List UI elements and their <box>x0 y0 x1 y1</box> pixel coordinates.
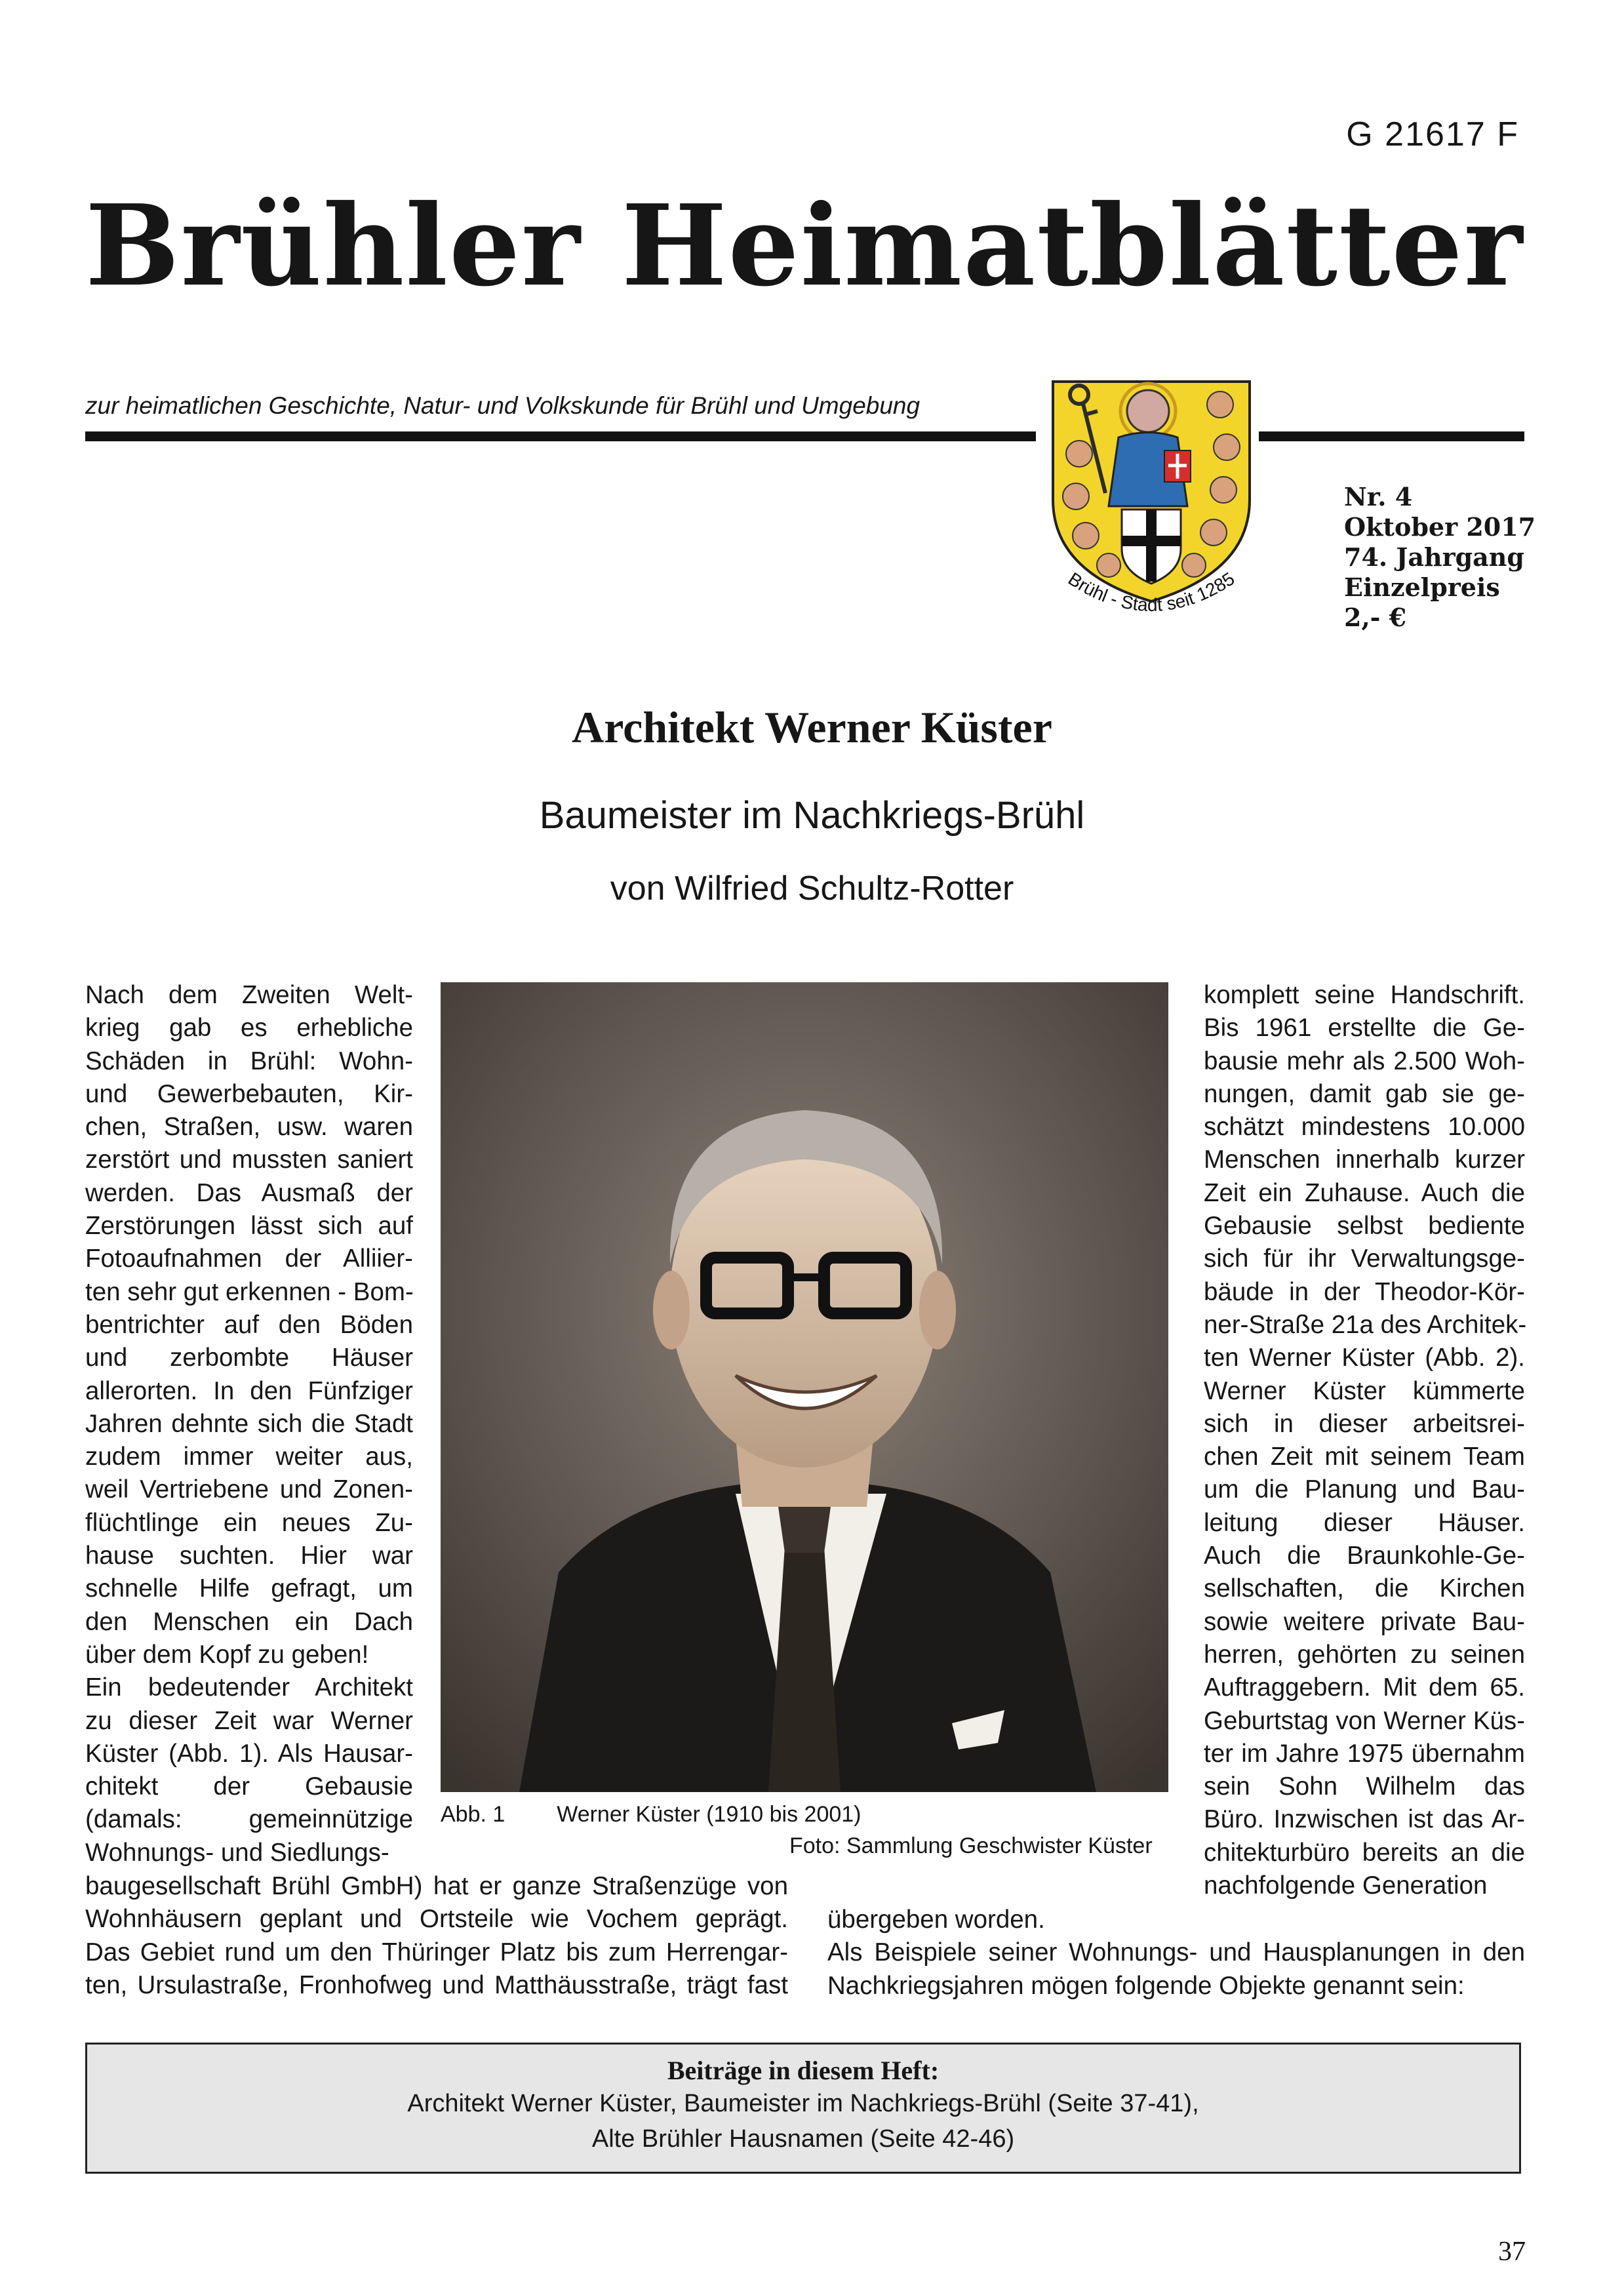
issue-price: 2,- € <box>1344 603 1407 632</box>
print-code: G 21617 F <box>1346 115 1519 153</box>
issue-date: Oktober 2017 <box>1344 512 1536 542</box>
figure-caption <box>441 1802 862 1827</box>
issue-volume: 74. Jahrgang <box>1344 542 1524 572</box>
text-line: zudem immer weiter aus, <box>85 1443 413 1471</box>
text-line: leitung dieser Häuser. <box>1204 1508 1525 1537</box>
text-line: Jahren dehnte sich die Stadt <box>85 1409 413 1438</box>
text-line: krieg gab es erhebliche <box>85 1014 413 1043</box>
figure-caption-text: Werner Küster (1910 bis 2001) <box>557 1802 862 1827</box>
text-line: ten sehr gut erkennen - Bom- <box>85 1277 414 1306</box>
text-line: Büro. Inzwischen ist das Ar- <box>1204 1805 1525 1834</box>
text-line: sellschaften, die Kirchen <box>1204 1574 1525 1603</box>
text-line: hause suchten. Hier war <box>85 1542 413 1570</box>
text-line: und Gewerbebauten, Kir- <box>85 1079 413 1108</box>
text-line: baugesellschaft Brühl GmbH) hat er ganze Straßenzüge von <box>85 1872 788 1900</box>
text-line: flüchtlinge ein neues Zu- <box>85 1508 413 1537</box>
text-line: schätzt mindestens 10.000 <box>1204 1113 1525 1142</box>
text-line: Nachkriegsjahren mögen folgende Objekte genannt sein: <box>827 1971 1465 2000</box>
masthead-title: Brühler Heimatblätter <box>85 180 1524 311</box>
header-rule-left <box>85 431 1036 441</box>
text-line: sowie weitere private Bau- <box>1204 1607 1525 1636</box>
text-line: ten, Ursulastraße, Fronhofweg und Matthäusstraße, trägt fast <box>85 1970 788 1999</box>
text-line: chen Zeit mit seinem Team <box>1204 1443 1525 1471</box>
issue-price-label: Einzelpreis <box>1344 572 1500 602</box>
text-line: nungen, damit gab sie ge- <box>1204 1079 1525 1108</box>
text-line: herren, gehörten zu seinen <box>1204 1640 1525 1669</box>
portrait-photo <box>441 982 1168 1792</box>
text-line: werden. Das Ausmaß der <box>85 1178 413 1207</box>
text-line: bentrichter auf den Böden <box>85 1310 413 1339</box>
article-right-column <box>1204 979 1525 1902</box>
text-line: weil Vertriebene und Zonen- <box>85 1475 413 1504</box>
article-bottom-right <box>827 1904 1525 2003</box>
text-line: ner-Straße 21a des Architek- <box>1204 1310 1527 1339</box>
header-rule-right <box>1259 431 1524 441</box>
text-line: nachfolgende Generation <box>1204 1871 1488 1900</box>
contents-box <box>85 2043 1521 2174</box>
figure-label: Abb. 1 <box>441 1802 505 1827</box>
text-line: Fotoaufnahmen der Alliier- <box>85 1245 413 1273</box>
article-author: von Wilfried Schultz-Rotter <box>610 869 1014 908</box>
text-line: über dem Kopf zu geben! <box>85 1640 369 1669</box>
text-line: sich für ihr Verwaltungsge- <box>1204 1245 1525 1273</box>
text-line: komplett seine Handschrift. <box>1204 981 1525 1009</box>
text-line: Gebausie selbst bediente <box>1204 1212 1525 1241</box>
text-line: Als Beispiele seiner Wohnungs- und Hausplanungen in den <box>827 1938 1525 1967</box>
text-line: Das Gebiet rund um den Thüringer Platz bis zum Herrengar- <box>85 1938 788 1966</box>
issue-number: Nr. 4 <box>1344 482 1413 511</box>
article-subtitle: Baumeister im Nachkriegs-Brühl <box>539 794 1085 837</box>
city-crest-icon <box>1046 375 1256 650</box>
text-line: Nach dem Zweiten Welt- <box>85 981 413 1009</box>
text-line: um die Planung und Bau- <box>1204 1475 1525 1504</box>
text-line: Menschen innerhalb kurzer <box>1204 1146 1525 1174</box>
text-line: sich in dieser arbeitsrei- <box>1204 1409 1525 1438</box>
text-line: Ein bedeutender Architekt <box>85 1673 413 1702</box>
text-line: bäude in der Theodor-Kör- <box>1204 1277 1525 1306</box>
text-line: und zerbombte Häuser <box>85 1344 413 1372</box>
text-line: zu dieser Zeit war Werner <box>85 1706 413 1735</box>
text-line: allerorten. In den Fünfziger <box>85 1376 413 1405</box>
article-left-column <box>85 979 413 1869</box>
issue-info <box>1344 482 1535 633</box>
contents-item: Alte Brühler Hausnamen (Seite 42-46) <box>591 2125 1015 2153</box>
text-line: Werner Küster kümmerte <box>1204 1376 1525 1405</box>
text-line: bausie mehr als 2.500 Woh- <box>1204 1047 1525 1075</box>
contents-item: Architekt Werner Küster, Baumeister im Nachkriegs-Brühl (Seite 37-41), <box>407 2090 1199 2117</box>
text-line: ten Werner Küster (Abb. 2). <box>1204 1344 1525 1372</box>
text-line: Bis 1961 erstellte die Ge- <box>1204 1014 1525 1043</box>
text-line: Küster (Abb. 1). Als Hausar- <box>85 1739 413 1768</box>
masthead-subtitle: zur heimatlichen Geschichte, Natur- und Volkskunde für Brühl und Umgebung <box>85 392 921 419</box>
article-bottom-left <box>85 1870 788 2002</box>
text-line: sein Sohn Wilhelm das <box>1204 1772 1525 1801</box>
text-line: Auch die Braunkohle-Ge- <box>1204 1542 1525 1570</box>
text-line: zerstört und mussten saniert <box>85 1146 413 1174</box>
text-line: Schäden in Brühl: Wohn- <box>85 1047 413 1075</box>
text-line: (damals: gemeinnützige <box>85 1805 413 1834</box>
text-line: Wohnhäusern geplant und Ortsteile wie Vochem geprägt. <box>85 1905 788 1934</box>
text-line: chitekt der Gebausie <box>85 1772 413 1801</box>
contents-heading: Beiträge in diesem Heft: <box>667 2056 940 2085</box>
text-line: Zerstörungen lässt sich auf <box>85 1212 413 1241</box>
text-line: Auftraggebern. Mit dem 65. <box>1204 1673 1525 1702</box>
article-title: Architekt Werner Küster <box>572 702 1052 752</box>
figure-credit: Foto: Sammlung Geschwister Küster <box>789 1833 1153 1858</box>
text-line: chitekturbüro bereits an die <box>1204 1838 1525 1867</box>
text-line: den Menschen ein Dach <box>85 1607 413 1636</box>
text-line: Wohnungs- und Siedlungs- <box>85 1838 389 1867</box>
text-line: chen, Straßen, usw. waren <box>85 1113 413 1142</box>
page-number: 37 <box>1498 2237 1526 2267</box>
text-line: Zeit ein Zuhause. Auch die <box>1204 1178 1525 1207</box>
text-line: ter im Jahre 1975 übernahm <box>1204 1739 1525 1768</box>
crest-motto: Brühl - Stadt seit 1285 <box>1064 568 1238 616</box>
text-line: schnelle Hilfe gefragt, um <box>85 1574 413 1603</box>
text-line: Geburtstag von Werner Küs- <box>1204 1706 1525 1735</box>
text-line: übergeben worden. <box>827 1906 1045 1934</box>
